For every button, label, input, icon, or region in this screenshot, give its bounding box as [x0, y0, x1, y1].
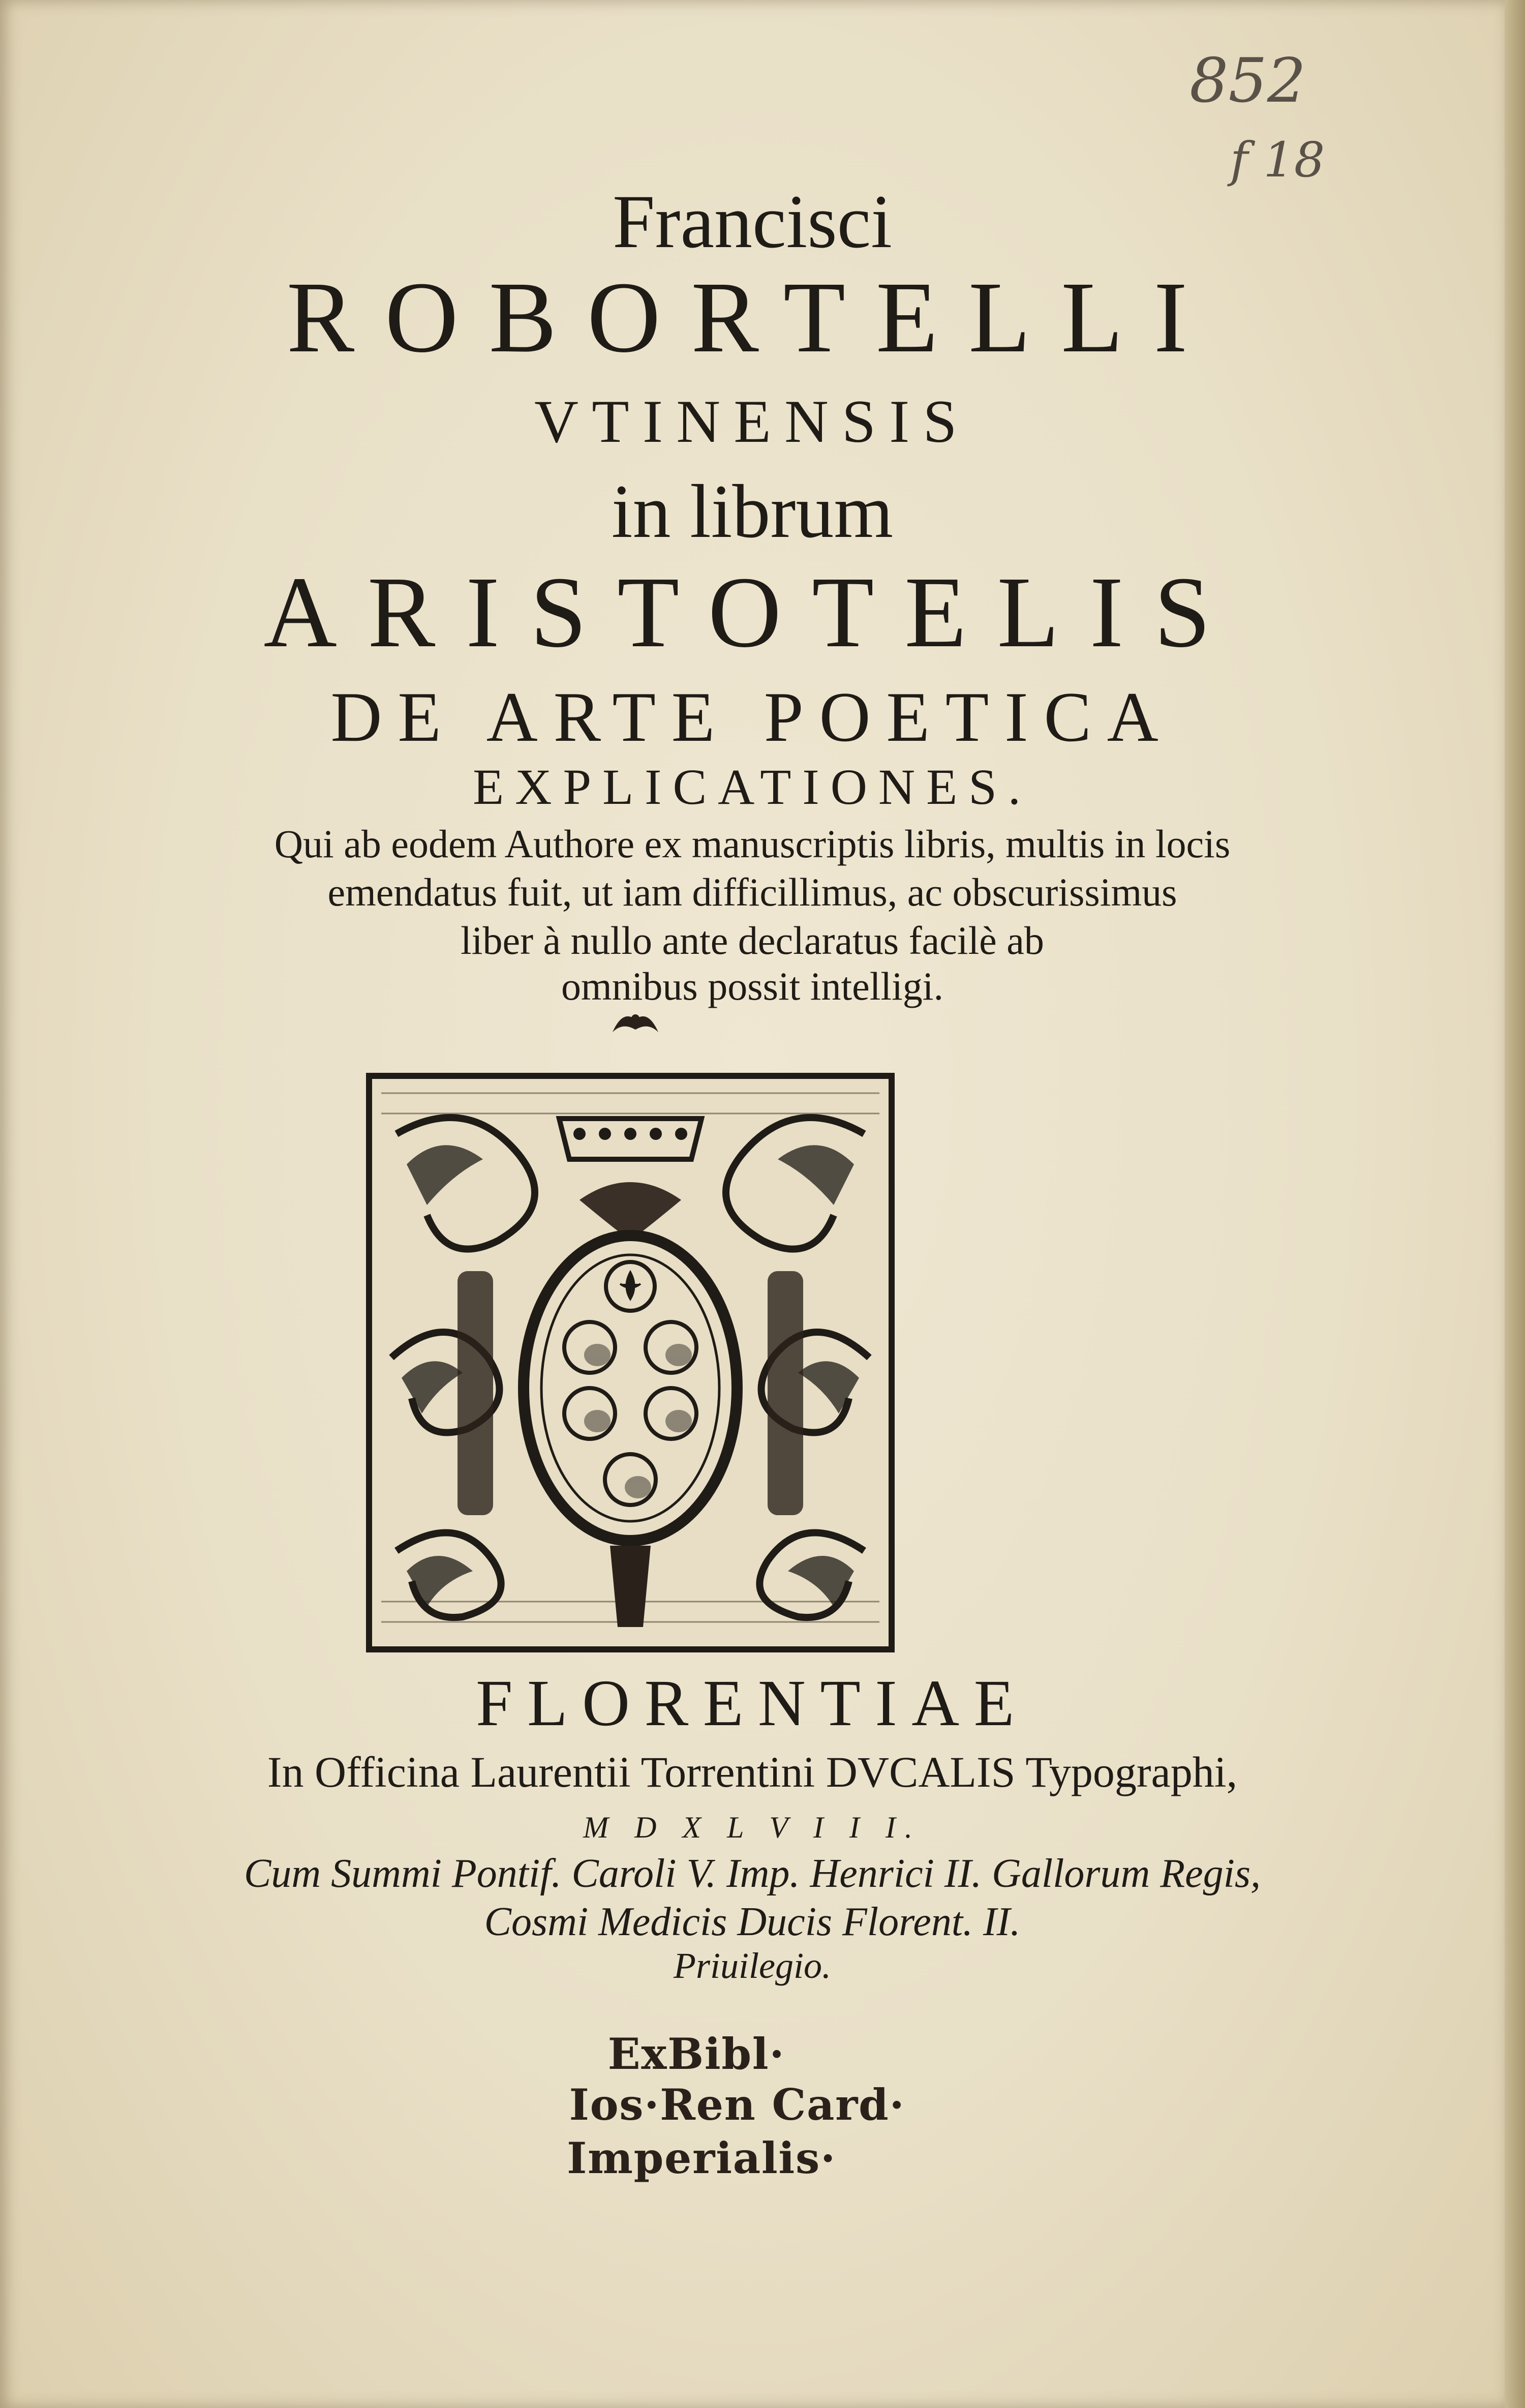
imprint-year: M D X L V I I I. — [583, 1811, 922, 1844]
shelfmark-note: 852 — [1190, 46, 1306, 116]
title-robortelli: ROBORTELLI — [286, 261, 1218, 374]
imprint-printer: In Officina Laurentii Torrentini DVCALIS Typographi, — [267, 1748, 1238, 1796]
fleuron-ornament-icon — [607, 1004, 663, 1040]
description-line-3: liber à nullo ante declaratus facilè ab — [461, 918, 1044, 962]
privilege-line-2: Cosmi Medicis Ducis Florent. II. — [484, 1900, 1021, 1944]
medici-coat-of-arms-woodcut — [366, 1073, 895, 1652]
title-de-arte-poetica: DE ARTE POETICA — [330, 678, 1174, 757]
imprint-city: FLORENTIAE — [476, 1667, 1029, 1740]
ownership-stamp-line-2: Ios·Ren Card· — [569, 2080, 905, 2130]
title-vtinensis: VTINENSIS — [534, 387, 970, 455]
folio-note: f 18 — [1230, 132, 1325, 188]
description-line-1: Qui ab eodem Authore ex manuscriptis libris, multis in locis — [274, 822, 1231, 866]
ownership-stamp-line-3: Imperialis· — [567, 2133, 836, 2183]
description-line-4: omnibus possit intelligi. — [561, 964, 943, 1008]
privilege-line-3: Priuilegio. — [674, 1945, 831, 1986]
privilege-line-1: Cum Summi Pontif. Caroli V. Imp. Henrici II. Gallorum Regis, — [244, 1851, 1261, 1896]
title-in-librum: in librum — [611, 469, 894, 554]
description-line-2: emendatus fuit, ut iam difficillimus, ac obscurissimus — [327, 870, 1177, 914]
page-edge — [1505, 0, 1525, 2408]
ownership-stamp-line-1: ExBibl· — [607, 2029, 785, 2079]
title-francisci: Francisci — [613, 179, 892, 264]
title-aristotelis: ARISTOTELIS — [263, 556, 1241, 669]
title-explicationes: EXPLICATIONES. — [473, 759, 1032, 815]
